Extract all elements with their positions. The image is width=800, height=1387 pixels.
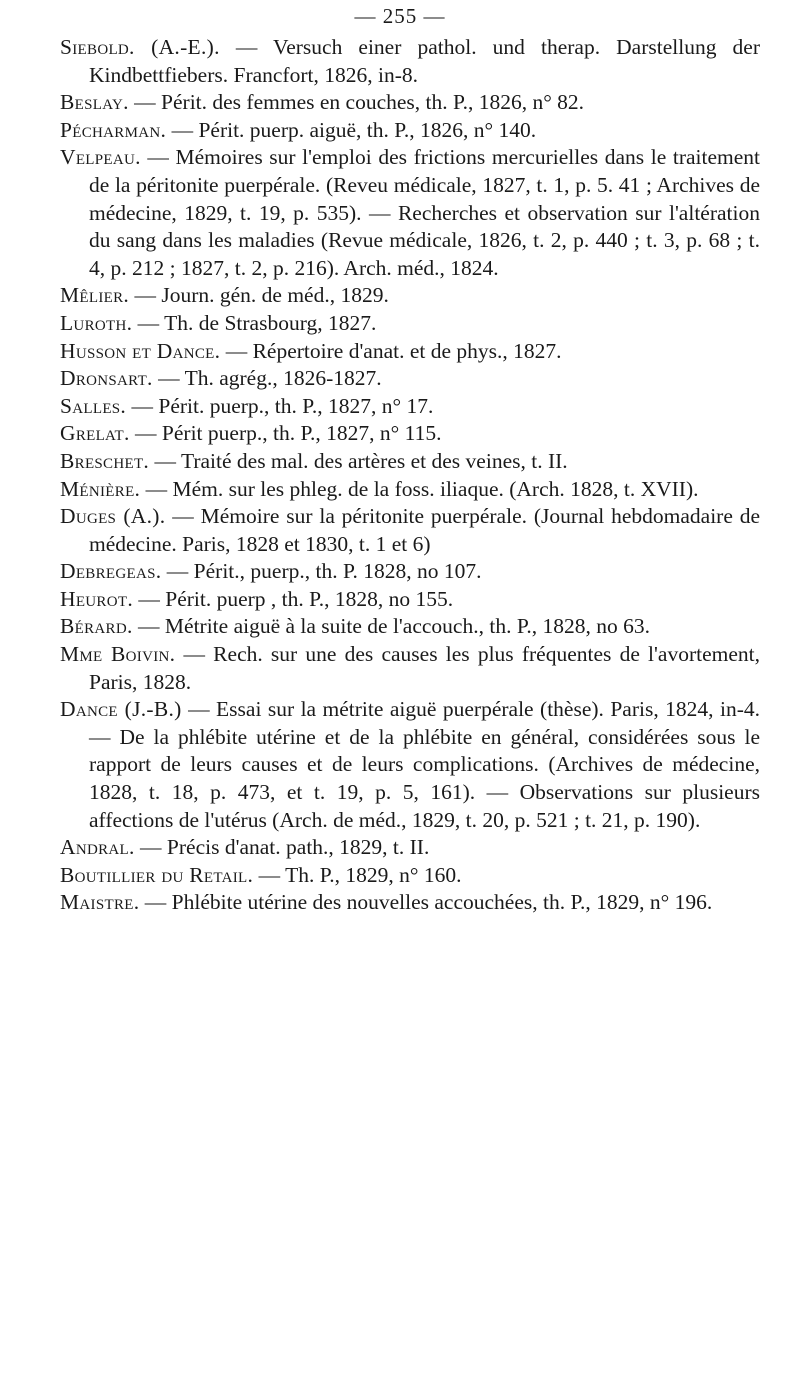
- page-number: — 255 —: [354, 4, 446, 28]
- bibliography-entry: [60, 586, 760, 614]
- entry-author: Beslay.: [60, 90, 129, 115]
- entry-text: — Journ. gén. de méd., 1829.: [129, 283, 389, 308]
- bibliography-entry: [60, 282, 760, 310]
- entry-text: — Périt. puerp., th. P., 1827, n° 17.: [126, 393, 434, 418]
- bibliography-entry: [60, 420, 760, 448]
- bibliography-entry: [60, 310, 760, 338]
- entry-text: — Th. agrég., 1826-1827.: [152, 366, 382, 391]
- entry-text: — Phlébite utérine des nouvelles accouchées, th. P., 1829, n° 196.: [139, 890, 713, 915]
- bibliography-entry: [60, 365, 760, 393]
- entry-author: Mêlier.: [60, 283, 130, 308]
- bibliography-entry: [60, 613, 760, 641]
- entry-text: — Th. de Strasbourg, 1827.: [132, 310, 377, 335]
- bibliography-entry: [60, 89, 760, 117]
- entry-author: Debregeas.: [60, 559, 162, 584]
- entry-text: — Mém. sur les phleg. de la foss. iliaque. (Arch. 1828, t. XVII).: [140, 476, 699, 501]
- entry-author: Maistre.: [60, 890, 140, 915]
- entry-text: — Précis d'anat. path., 1829, t. II.: [134, 835, 430, 860]
- entry-text: — Périt. puerp. aiguë, th. P., 1826, n° 140.: [166, 117, 537, 142]
- bibliography-entry: [60, 834, 760, 862]
- entry-author: Dance (J.-B.): [60, 697, 182, 722]
- entry-author: Mme Boivin.: [60, 642, 176, 667]
- entry-text: — Versuch einer pathol. und therap. Darstellung der Kindbettfiebers. Francfort, 1826, in-8.: [89, 35, 761, 87]
- bibliography-entry: [60, 34, 760, 89]
- bibliography-entry: [60, 889, 760, 917]
- entry-author: Pécharman.: [60, 117, 167, 142]
- bibliography-entry: [60, 117, 760, 145]
- bibliography-list: [60, 34, 760, 917]
- bibliography-entry: [60, 641, 760, 696]
- entry-author: Dronsart.: [60, 366, 153, 391]
- entry-author: Andral.: [60, 835, 135, 860]
- bibliography-entry: [60, 696, 760, 834]
- bibliography-entry: [60, 476, 760, 504]
- bibliography-entry: [60, 503, 760, 558]
- bibliography-entry: [60, 338, 760, 366]
- entry-author: Duges (A.).: [60, 504, 166, 529]
- entry-author: Velpeau.: [60, 145, 141, 170]
- entry-author: Grelat.: [60, 421, 130, 446]
- entry-text: — Métrite aiguë à la suite de l'accouch., th. P., 1828, no 63.: [132, 614, 651, 639]
- entry-author: Husson et Dance.: [60, 338, 221, 363]
- entry-text: — Périt., puerp., th. P. 1828, no 107.: [161, 559, 482, 584]
- bibliography-entry: [60, 862, 760, 890]
- entry-author: Boutillier du Retail.: [60, 862, 254, 887]
- entry-text: — Th. P., 1829, n° 160.: [253, 862, 462, 887]
- entry-author: Heurot.: [60, 586, 133, 611]
- bibliography-entry: [60, 558, 760, 586]
- entry-author: Siebold. (A.-E.).: [60, 35, 220, 59]
- entry-text: — Périt. puerp , th. P., 1828, no 155.: [133, 586, 454, 611]
- entry-author: Salles.: [60, 393, 127, 418]
- entry-author: Breschet.: [60, 448, 150, 473]
- entry-text: — Répertoire d'anat. et de phys., 1827.: [220, 338, 562, 363]
- entry-author: Ménière.: [60, 476, 141, 501]
- entry-text: — Périt. des femmes en couches, th. P., 1826, n° 82.: [128, 90, 585, 115]
- entry-text: — Essai sur la métrite aiguë puerpérale (thèse). Paris, 1824, in-4. — De la phlébite utérine et de la phlébite en général, considérées sous le rapport de leurs causes et de leurs complications. (Archives de médecine, 1828, t. 18, p. 473, et t. 19, p. 5, 161). — Observations sur plusieurs affections de l'utérus (Arch. de méd., 1829, t. 20, p. 521 ; t. 21, p. 190).: [89, 697, 760, 832]
- bibliography-entry: [60, 448, 760, 476]
- entry-text: — Périt puerp., th. P., 1827, n° 115.: [129, 421, 442, 446]
- entry-author: Luroth.: [60, 310, 133, 335]
- bibliography-entry: [60, 393, 760, 421]
- entry-text: — Mémoires sur l'emploi des frictions mercurielles dans le traitement de la péritonite puerpérale. (Reveu médicale, 1827, t. 1, p. 5. 41 ; Archives de médecine, 1829, t. 19, p. 535). — Recherches et observation sur l'altération du sang dans les maladies (Revue médicale, 1826, t. 2, p. 440 ; t. 3, p. 68 ; t. 4, p. 212 ; 1827, t. 2, p. 216). Arch. méd., 1824.: [89, 145, 760, 280]
- entry-text: — Traité des mal. des artères et des veines, t. II.: [149, 448, 568, 473]
- entry-author: Bérard.: [60, 614, 133, 639]
- entry-text: — Rech. sur une des causes les plus fréquentes de l'avortement, Paris, 1828.: [89, 642, 760, 694]
- bibliography-entry: [60, 144, 760, 282]
- entry-text: — Mémoire sur la péritonite puerpérale. (Journal hebdomadaire de médecine. Paris, 1828 et 1830, t. 1 et 6): [89, 504, 761, 556]
